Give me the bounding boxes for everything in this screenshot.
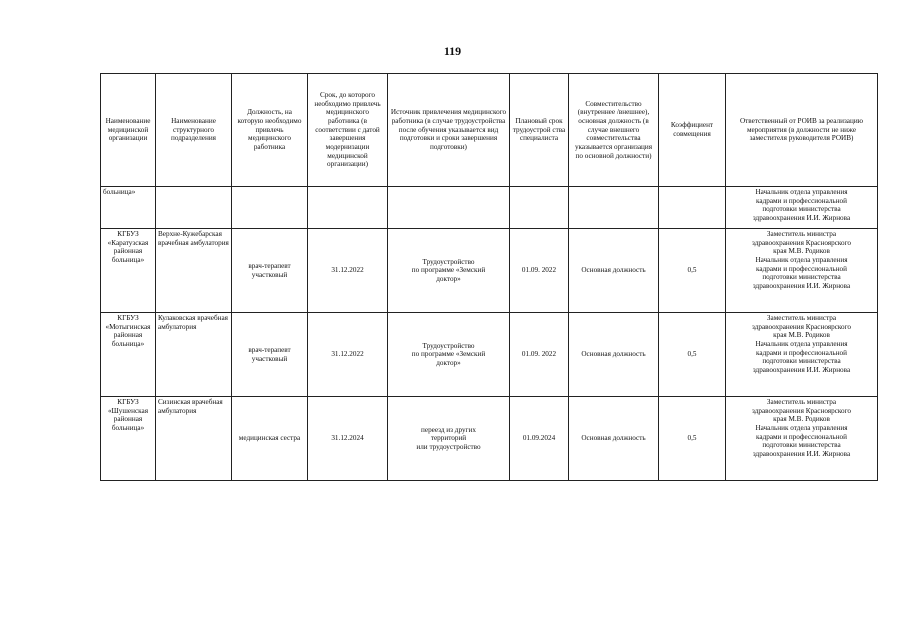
staffing-table	[100, 73, 878, 481]
header-source: Источник привлечения медицинского работника (в случае трудоустройства после обучения указывается вид подготовки и сроки завершения подготовки)	[388, 74, 510, 187]
header-combination: Совместительство (внутреннее /внешнее), основная должность (в случае внешнего совместительства указывается организация по основной должности)	[569, 74, 659, 187]
header-coefficient: Коэффициент совмещения	[659, 74, 726, 187]
cell-deadline	[308, 187, 388, 229]
cell-deadline: 31.12.2022	[308, 313, 388, 397]
header-responsible: Ответственный от РОИВ за реализацию мероприятия (в должности не ниже заместителя руководителя РОИВ)	[726, 74, 878, 187]
cell-planned: 01.09.2024	[510, 397, 569, 481]
cell-source: Трудоустройство по программе «Земский доктор»	[388, 313, 510, 397]
cell-coefficient: 0,5	[659, 229, 726, 313]
table-row	[101, 397, 878, 481]
header-row	[101, 74, 878, 187]
table-row	[101, 229, 878, 313]
cell-org: КГБУЗ «Каратузская районная больница»	[101, 229, 156, 313]
page-number: 119	[443, 44, 462, 58]
header-org: Наименование медицинской организации	[101, 74, 156, 187]
cell-position: врач-терапевт участковый	[232, 229, 308, 313]
cell-combination	[569, 187, 659, 229]
cell-combination: Основная должность	[569, 229, 659, 313]
cell-combination: Основная должность	[569, 313, 659, 397]
table-row-continuation	[101, 187, 878, 229]
header-deadline: Срок, до которого необходимо привлечь медицинского работника (в соответствии с датой завершения модернизации медицинской организации)	[308, 74, 388, 187]
cell-planned: 01.09. 2022	[510, 229, 569, 313]
cell-org: КГБУЗ «Шушенская районная больница»	[101, 397, 156, 481]
header-position: Должность, на которую необходимо привлечь медицинского работника	[232, 74, 308, 187]
cell-coefficient: 0,5	[659, 313, 726, 397]
cell-responsible: Заместитель министра здравоохранения Красноярского края М.В. Родиков Начальник отдела управления кадрами и профессиональной подготовки министерства здравоохранения И.И. Жирнова	[726, 397, 878, 481]
header-planned: Плановый срок трудоустрой ства специалиста	[510, 74, 569, 187]
cell-position: врач-терапевт участковый	[232, 313, 308, 397]
cell-source: переезд из других территорий или трудоустройство	[388, 397, 510, 481]
cell-planned: 01.09. 2022	[510, 313, 569, 397]
cell-dept: Сизинская врачебная амбулатория	[156, 397, 232, 481]
cell-coefficient: 0,5	[659, 397, 726, 481]
cell-responsible: Начальник отдела управления кадрами и профессиональной подготовки министерства здравоохранения И.И. Жирнова	[726, 187, 878, 229]
cell-source	[388, 187, 510, 229]
cell-deadline: 31.12.2024	[308, 397, 388, 481]
cell-dept: Кулаковская врачебная амбулатория	[156, 313, 232, 397]
cell-source: Трудоустройство по программе «Земский доктор»	[388, 229, 510, 313]
cell-deadline: 31.12.2022	[308, 229, 388, 313]
cell-responsible: Заместитель министра здравоохранения Красноярского края М.В. Родиков Начальник отдела управления кадрами и профессиональной подготовки министерства здравоохранения И.И. Жирнова	[726, 313, 878, 397]
header-dept: Наименование структурного подразделения	[156, 74, 232, 187]
cell-planned	[510, 187, 569, 229]
cell-dept	[156, 187, 232, 229]
cell-position	[232, 187, 308, 229]
cell-org: больница»	[101, 187, 156, 229]
cell-responsible: Заместитель министра здравоохранения Красноярского края М.В. Родиков Начальник отдела управления кадрами и профессиональной подготовки министерства здравоохранения И.И. Жирнова	[726, 229, 878, 313]
cell-position: медицинская сестра	[232, 397, 308, 481]
table-row	[101, 313, 878, 397]
cell-coefficient	[659, 187, 726, 229]
cell-combination: Основная должность	[569, 397, 659, 481]
cell-org: КГБУЗ «Мотыгинская районная больница»	[101, 313, 156, 397]
cell-dept: Верхне-Кужебарская врачебная амбулатория	[156, 229, 232, 313]
